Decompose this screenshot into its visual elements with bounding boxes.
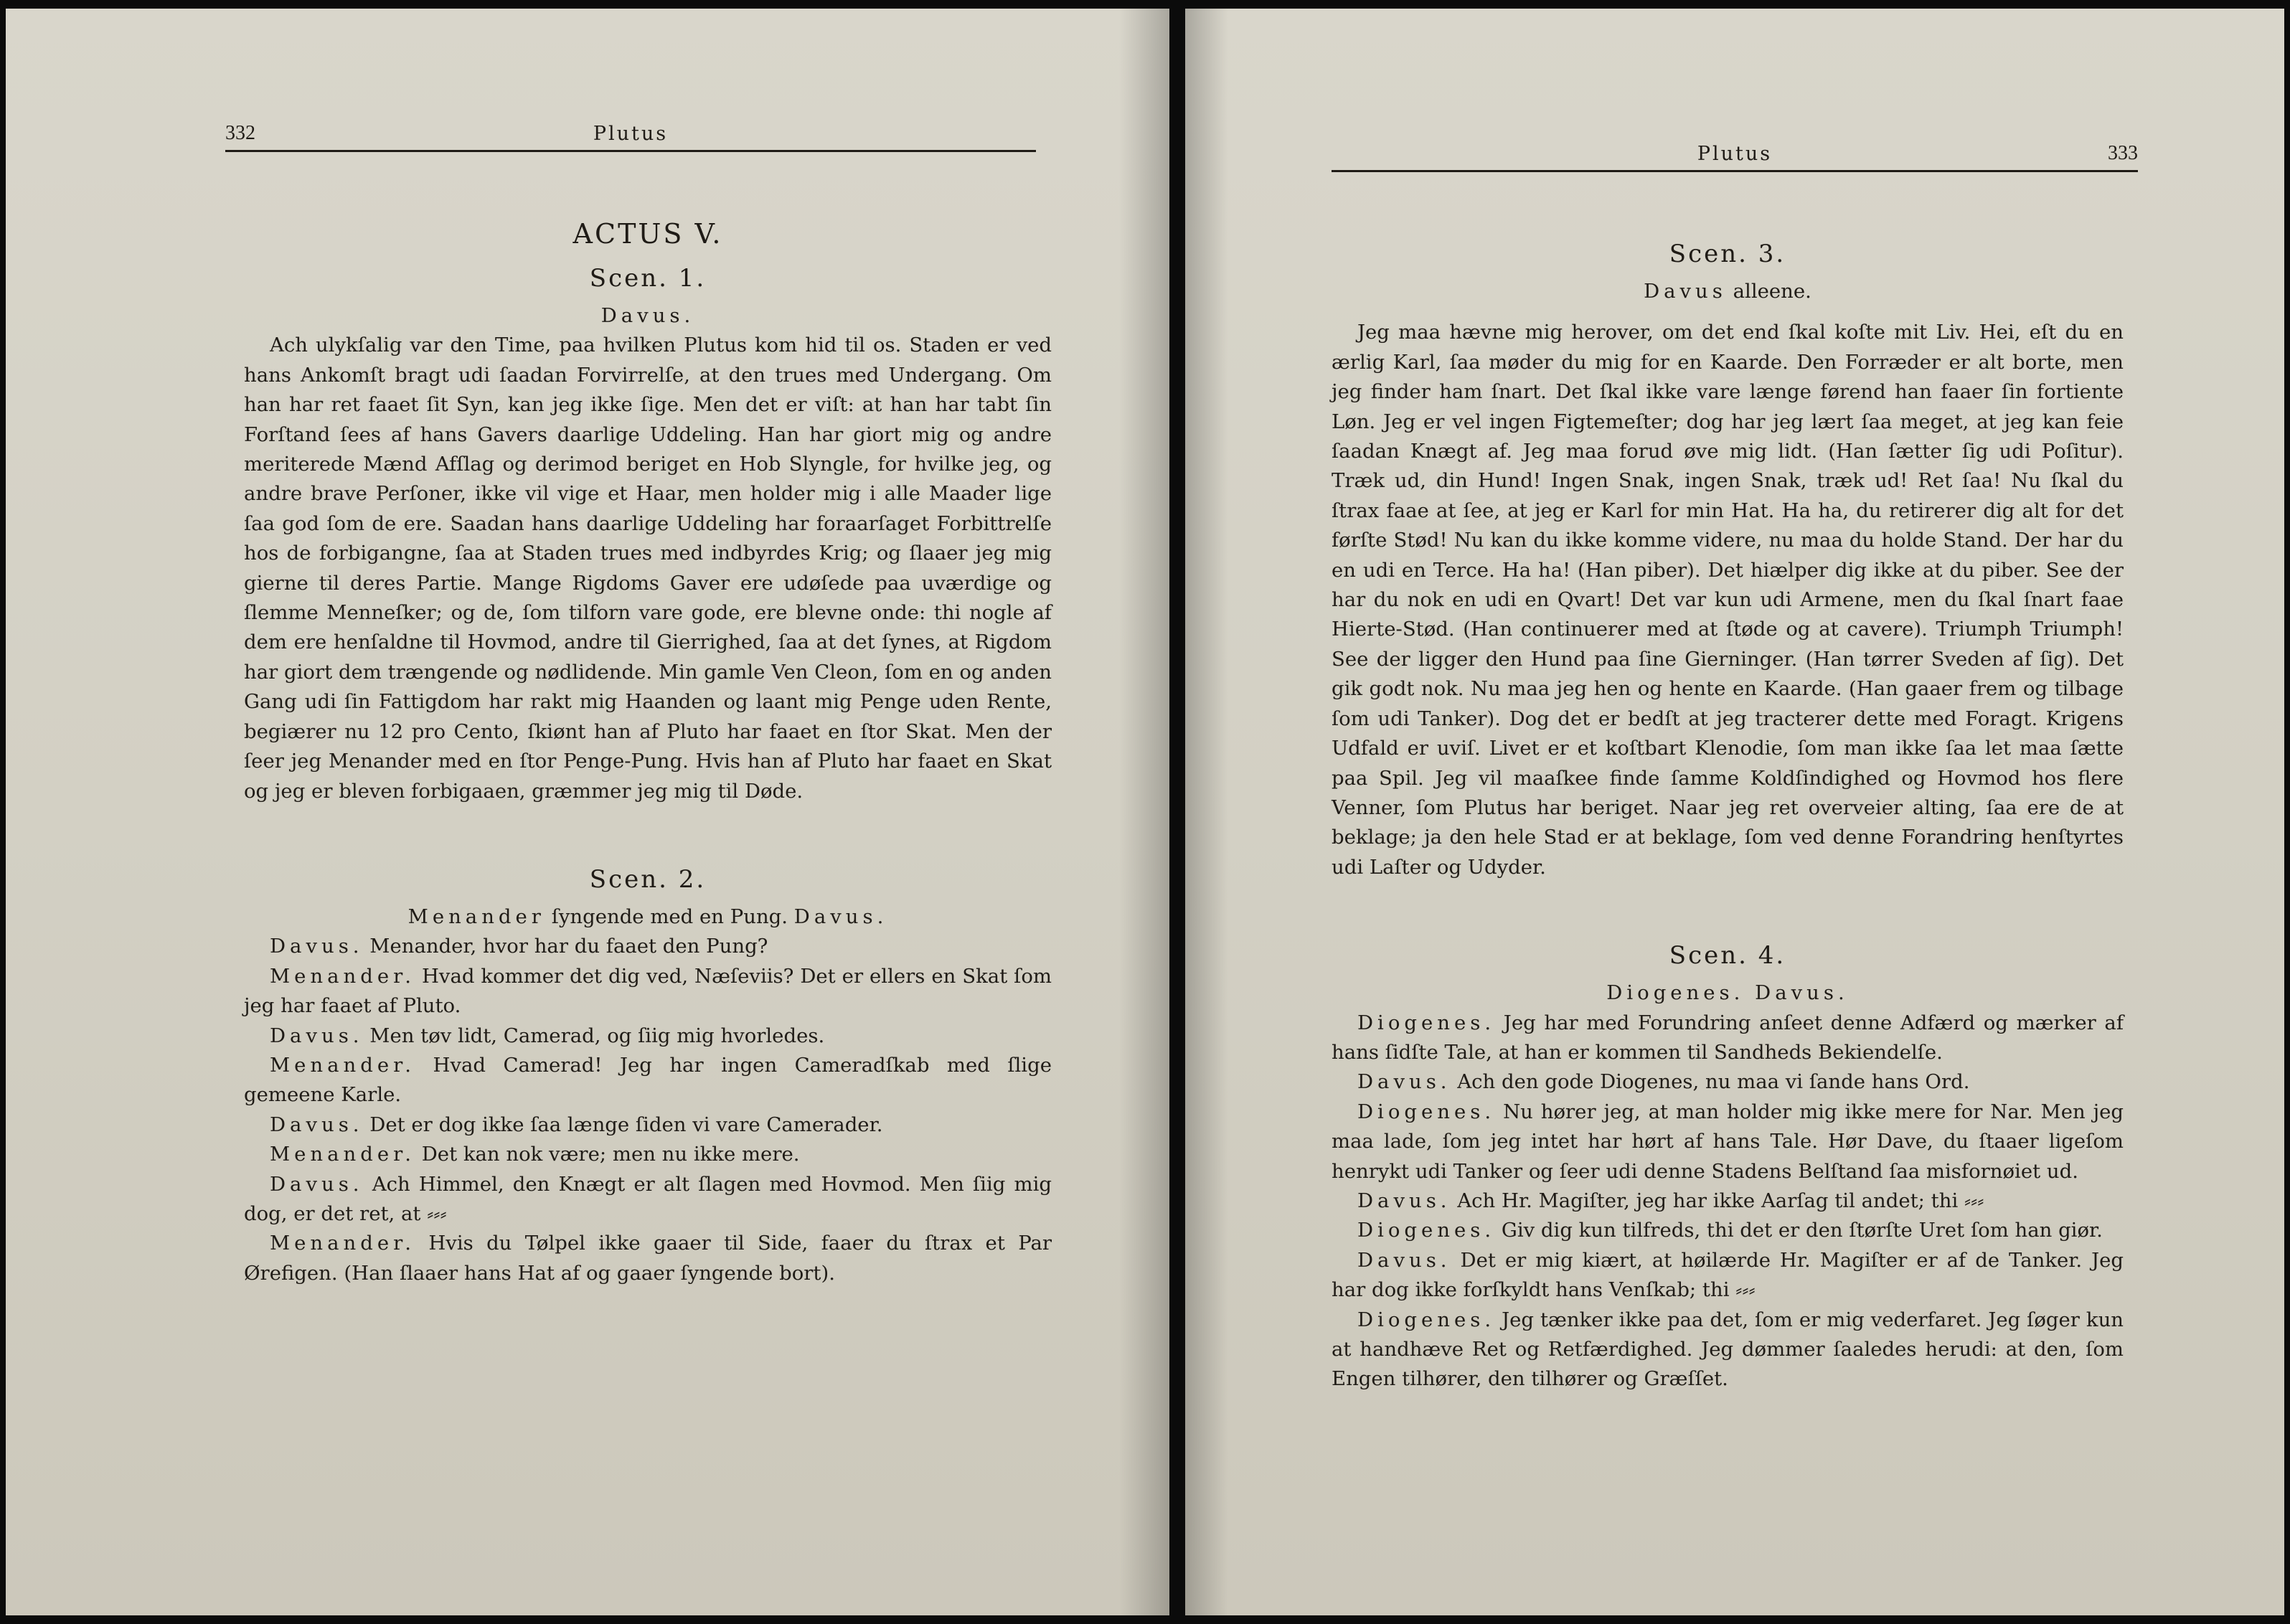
dialogue-text: Jeg tænker ikke paa det, ſom er mig vederfaret. Jeg ſøger kun at handhæve Ret og Retfærdighed. Jeg dømmer ſaaledes herudi: at den, ſom Engen tilhører, den tilhører og Græſſet.: [1332, 1308, 2124, 1391]
page-number: 332: [225, 122, 255, 144]
speaker-name: Menander.: [270, 1143, 415, 1166]
speaker-name: Davus.: [270, 1172, 364, 1196]
header-rule: [1332, 170, 2138, 172]
scene-gap: [1332, 882, 2124, 933]
speaker-name: Davus.: [270, 935, 364, 958]
left-page: [6, 9, 1169, 1615]
speaker-name: Davus.: [270, 1024, 364, 1047]
running-title: Plutus: [593, 123, 669, 145]
speaker-name: Davus.: [270, 1113, 364, 1136]
scene-3-persons: [1332, 277, 2124, 306]
page-gutter-shadow: [1119, 9, 1169, 1615]
speaker-name: Menander.: [270, 1053, 415, 1077]
dialogue-text: Nu hører jeg, at man holder mig ikke mere for Nar. Men jeg maa lade, ſom jeg intet har hørt af hans Tale. Hør Dave, du ſtaaer ligeſom henrykt udi Tanker og ſeer udi denne Stadens Belſtand ſaa misfornøiet ud.: [1332, 1100, 2124, 1183]
persons-direction: alleene.: [1733, 280, 1811, 303]
speaker-name: Davus.: [1357, 1070, 1451, 1094]
right-running-header: [1332, 129, 2138, 172]
page-gutter-shadow: [1185, 9, 1228, 1615]
persons-name: Davus: [1644, 280, 1727, 303]
scene-2-persons: [244, 902, 1052, 932]
dialogue-line: [1332, 1186, 2124, 1216]
dialogue-line: [1332, 1097, 2124, 1186]
act-heading: ACTUS V.: [572, 218, 723, 250]
dialogue-text: Ach Hr. Magiſter, jeg har ikke Aarſag til andet; thi ⸗⸗⸗: [1457, 1189, 1984, 1212]
scene-1-heading: Scen. 1.: [589, 264, 707, 293]
scene-2-heading: Scen. 2.: [589, 864, 707, 894]
persons-name: Menander: [407, 905, 545, 928]
dialogue-line: [244, 1051, 1052, 1110]
dialogue-text: Menander, hvor har du faaet den Pung?: [369, 935, 768, 958]
speaker-name: Diogenes.: [1357, 1100, 1496, 1123]
scene-1-monologue: Ach ulykſalig var den Time, paa hvilken Plutus kom hid til os. Staden er ved hans Ankomſt bragt udi ſaadan Forvirrelſe, at den trues med Undergang. Om han har ret faaet ſit Syn, kan jeg ikke ſige. Men det er viſt: at han har tabt ſin Forſtand ſees af hans Gavers daarlige Uddeling. Han har giort mig og andre meriterede Mænd Afſlag og derimod beriget en Hob Slyngle, for hvilke jeg, og andre brave Perſoner, ikke vil vige et Haar, men holder mig i alle Maader lige ſaa god ſom de ere. Saadan hans daarlige Uddeling har foraarſaget Forbittrelſe hos de forbigangne, ſaa at Staden trues med indbyrdes Krig; og ſlaaer jeg mig gierne til deres Partie. Mange Rigdoms Gaver ere udøſede paa uværdige og ſlemme Menneſker; og de, ſom tilforn vare gode, ere blevne onde: thi nogle af dem ere henſaldne til Hovmod, andre til Gierrighed, ſaa at det ſynes, at Rigdom har giort dem trængende og nødlidende. Min gamle Ven Cleon, ſom en og anden Gang udi ſin Fattigdom har rakt mig Haanden og laant mig Penge uden Rente, begiærer nu 12 pro Cento, ſkiønt han af Pluto har faaet en ſtor Skat. Men der ſeer jeg Menander med en ſtor Penge-Pung. Hvis han af Pluto har faaet en Skat og jeg er bleven forbigaaen, græmmer jeg mig til Døde.: [244, 334, 1052, 803]
scene-3-heading: Scen. 3.: [1669, 240, 1786, 268]
right-page-body: [1332, 231, 2124, 1394]
speaker-name: Davus.: [1357, 1189, 1451, 1212]
dialogue-text: Ach Himmel, den Knægt er alt ſlagen med Hovmod. Men ſiig mig dog, er det ret, at ⸗⸗⸗: [244, 1172, 1052, 1225]
page-number: 333: [2108, 142, 2138, 164]
speaker-name: Diogenes.: [1357, 1219, 1496, 1242]
dialogue-text: Hvad kommer det dig ved, Næſeviis? Det er ellers en Skat ſom jeg har faaet af Pluto.: [244, 964, 1052, 1018]
dialogue-line: [1332, 1306, 2124, 1394]
running-title: Plutus: [1697, 143, 1773, 165]
dialogue-text: Men tøv lidt, Camerad, og ſiig mig hvorledes.: [369, 1024, 825, 1047]
left-running-header: [225, 109, 1036, 152]
dialogue-line: [244, 932, 1052, 961]
scene-4-persons: Diogenes. Davus.: [1606, 981, 1849, 1005]
dialogue-text: Jeg har med Forundring anſeet denne Adfærd og mærker af hans ſidſte Tale, at han er kommen til Sandheds Bekiendelſe.: [1332, 1011, 2124, 1064]
dialogue-line: [244, 1110, 1052, 1140]
persons-name: Davus.: [793, 905, 888, 928]
dialogue-text: Ach den gode Diogenes, nu maa vi ſande hans Ord.: [1457, 1070, 1970, 1094]
speaker-name: Davus.: [1357, 1248, 1451, 1272]
spacer: [1332, 306, 2124, 318]
scene-3-monologue: Jeg maa hævne mig herover, om det end ſkal koſte mit Liv. Hei, eſt du en ærlig Karl, ſaa møder du mig for en Kaarde. Den Forræder er alt borte, men jeg finder ham ſnart. Det ſkal ikke vare længe førend han faaer ſin fortiente Løn. Jeg er vel ingen Figtemeſter; dog har jeg lært ſaa meget, at jeg kan feie ſaadan Knægt af. Jeg maa forud øve mig lidt. (Han ſætter ſig udi Poſitur). Træk ud, din Hund! Ingen Snak, ingen Snak, træk ud! Ret ſaa! Nu ſkal du ſtrax faae at ſee, at jeg er Karl for min Hat. Ha ha, du retirerer dig alt for det førſte Stød! Nu kan du ikke komme videre, nu maa du holde Stand. Der har du en udi en Terce. Ha ha! (Han piber). Det hiælper dig ikke at du piber. See der har du nok en udi en Qvart! Det var kun udi Armene, men du ſkal ſnart faae Hierte-Stød. (Han continuerer med at ſtøde og at cavere). Triumph Triumph! See der ligger den Hund paa ſine Gierninger. (Han tørrer Sveden af ſig). Det gik godt nok. Nu maa jeg hen og hente en Kaarde. (Han gaaer frem og tilbage ſom udi Tanker). Dog det er bedſt at jeg tracterer dette med Foragt. Krigens Udfald er uviſ. Livet er et koſtbart Klenodie, ſom man ikke ſaa let maa ſætte paa Spil. Jeg vil maaſkee finde ſamme Koldſindighed og Hovmod hos flere Venner, ſom Plutus har beriget. Naar jeg ret overveier alting, ſaa ere de at beklage; ja den hele Stad er at beklage, ſom ved denne Forandring henſtyrtes udi Laſter og Udyder.: [1332, 321, 2124, 879]
dialogue-text: Det er dog ikke ſaa længe ſiden vi vare Camerader.: [369, 1113, 883, 1136]
dialogue-text: Det er mig kiært, at høilærde Hr. Magiſter er af de Tanker. Jeg har dog ikke forſkyldt hans Venſkab; thi ⸗⸗⸗: [1332, 1248, 2124, 1302]
dialogue-line: [244, 962, 1052, 1021]
persons-direction: ſyngende med en Pung.: [551, 905, 788, 928]
dialogue-line: [244, 1021, 1052, 1051]
dialogue-text: Det kan nok være; men nu ikke mere.: [421, 1143, 800, 1166]
dialogue-line: [1332, 1216, 2124, 1245]
dialogue-text: Hvad Camerad! Jeg har ingen Cameradſkab med ſlige gemeene Karle.: [244, 1053, 1052, 1107]
speaker-name: Menander.: [270, 1232, 415, 1255]
speaker-name: Diogenes.: [1357, 1308, 1496, 1331]
scene-1-persons: Davus.: [600, 304, 695, 327]
speaker-name: Diogenes.: [1357, 1011, 1496, 1034]
dialogue-text: Hvis du Tølpel ikke gaaer til Side, faaer du ſtrax et Par Ørefigen. (Han ſlaaer hans Hat af og gaaer ſyngende bort).: [244, 1232, 1052, 1285]
dialogue-line: [1332, 1246, 2124, 1306]
scene-4-heading: Scen. 4.: [1669, 941, 1786, 971]
dialogue-line: [1332, 1009, 2124, 1068]
dialogue-line: [244, 1170, 1052, 1229]
dialogue-line: [244, 1229, 1052, 1288]
dialogue-line: [1332, 1067, 2124, 1097]
scene-gap: [244, 806, 1052, 856]
dialogue-line: [244, 1140, 1052, 1169]
right-page: [1185, 9, 2284, 1615]
left-page-body: [244, 212, 1052, 1288]
dialogue-text: Giv dig kun tilfreds, thi det er den ſtørſte Uret ſom han giør.: [1501, 1219, 2103, 1242]
header-rule: [225, 150, 1036, 152]
speaker-name: Menander.: [270, 964, 415, 988]
